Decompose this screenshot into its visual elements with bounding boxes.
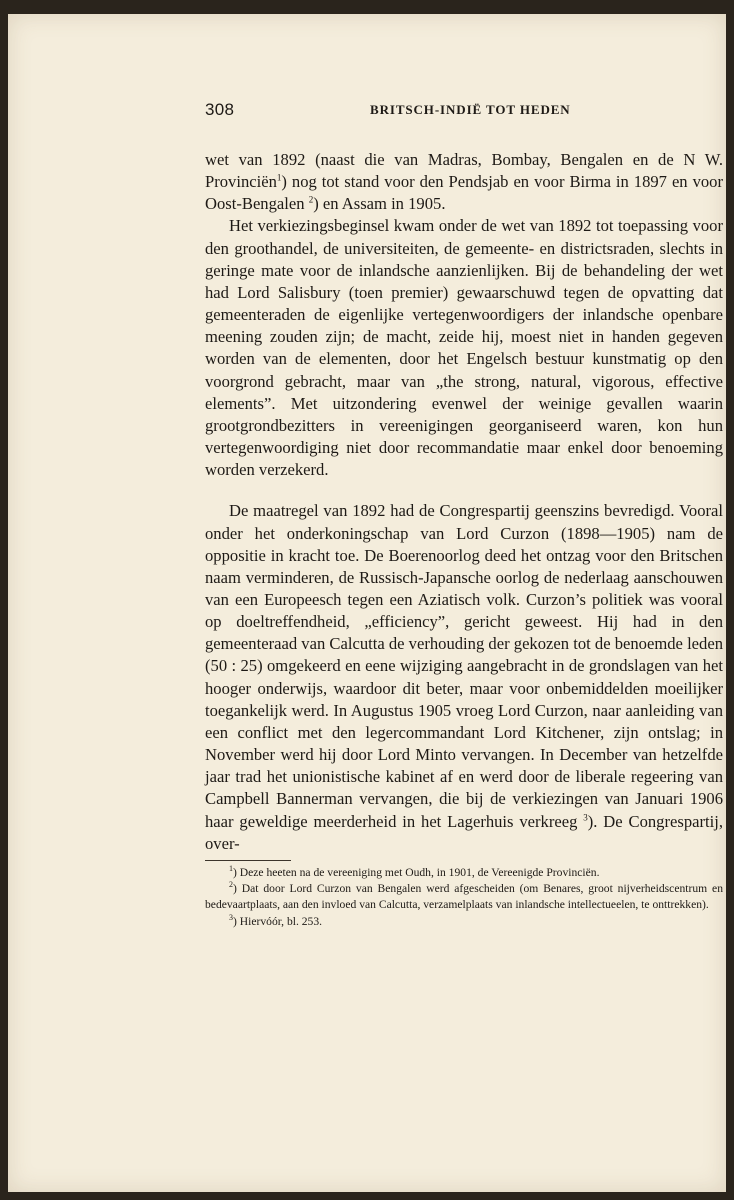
footnote-text: ) Deze heeten na de vereeniging met Oudh, in 1901, de Vereenigde Provinciën. [233,865,600,879]
text-span: Het verkiezingsbeginsel kwam onder de wet van 1892 tot toepassing voor den groothandel, de universiteiten, de gemeente- en districtsraden, slechts in geringe mate voor de inlandsche aanzienlijken. Bij de behandeling der wet had Lord Salisbury (toen premier) gewaarschuwd tegen de opvatting dat gemeenteraden de eigenlijke vertegenwoordigers der inlandsche openbare meening zouden zijn; de macht, zeide hij, moest niet in handen gegeven worden van de elementen, door het Engelsch bestuur kunstmatig op den voorgrond gebracht, maar van „the strong, natural, vigorous, effective elements”. Met uitzondering evenwel der weinige gevallen waarin grootgrondbezitters in vereenigingen georganiseerd waren, kon hun vertegenwoordiging niet door recommandatie maar enkel door benoeming worden verzekerd. [205,216,723,480]
footnote [205,865,723,881]
body-text [205,149,723,855]
footnote-text: ) Hiervóór, bl. 253. [233,914,323,928]
footnote-ref: 3 [583,812,588,822]
text-span: De maatregel van 1892 had de Congrespartij geenszins bevredigd. Vooral onder het onderkoningschap van Lord Curzon (1898—1905) nam de oppositie in kracht toe. De Boerenoorlog deed het ontzag voor den Britschen naam verminderen, de Russisch-Japansche oorlog de nederlaag aanschouwen van een Europeesch tegen een Aziatisch volk. Curzon’s politiek was vooral op doeltreffendheid, „efficiency”, gericht geweest. Hij had in den gemeenteraad van Calcutta de verhouding der gekozen tot de benoemde leden (50 : 25) omgekeerd en eene wijziging aangebracht in de grondslagen van het hooger onderwijs, waardoor dit beter, maar voor onbemiddelden moeilijker toegankelijk werd. In Augustus 1905 vroeg Lord Curzon, naar aanleiding van een conflict met den legercommandant Lord Kitchener, zijn ontslag; in November werd hij door Lord Minto vervangen. In December van hetzelfde jaar trad het unionistische kabinet af en werd door de liberale regeering van Campbell Bannerman vervangen, die bij de verkiezingen van Januari 1906 haar geweldige meerderheid in het Lagerhuis verkreeg [205,501,723,831]
footnote-text: ) Dat door Lord Curzon van Bengalen werd afgescheiden (om Benares, groot nijverheidscentrum en bedevaartplaats, aan den invloed van Calcutta, verzamelplaats van inlandsche intellectueelen, te onttrekken). [205,882,723,912]
running-title: BRITSCH-INDIË TOT HEDEN [370,102,571,117]
footnote-ref: 1 [276,172,282,183]
paragraph [205,149,723,215]
text-span: wet van 1892 (naast die van Madras, Bombay, Bengalen en de N W. Provinciën [205,150,723,192]
text-span: ). De Congrespartij, over- [205,811,723,853]
page-number: 308 [205,100,235,119]
footnote [205,881,723,914]
text-span: ) en Assam in 1905. [313,194,446,214]
running-head [205,100,723,126]
footnote-mark: 1 [229,863,233,873]
paragraph [205,215,723,481]
paragraph [205,500,723,855]
book-page [8,14,726,1192]
footnotes [205,865,723,930]
footnote-divider [205,860,291,861]
page-content [205,100,723,930]
footnote-mark: 3 [229,912,233,922]
text-span: ) nog tot stand voor den Pendsjab en voor Birma in 1897 en voor Oost-Bengalen [205,172,723,214]
footnote [205,914,723,930]
footnote-ref: 2 [308,194,314,205]
footnote-mark: 2 [229,880,233,890]
